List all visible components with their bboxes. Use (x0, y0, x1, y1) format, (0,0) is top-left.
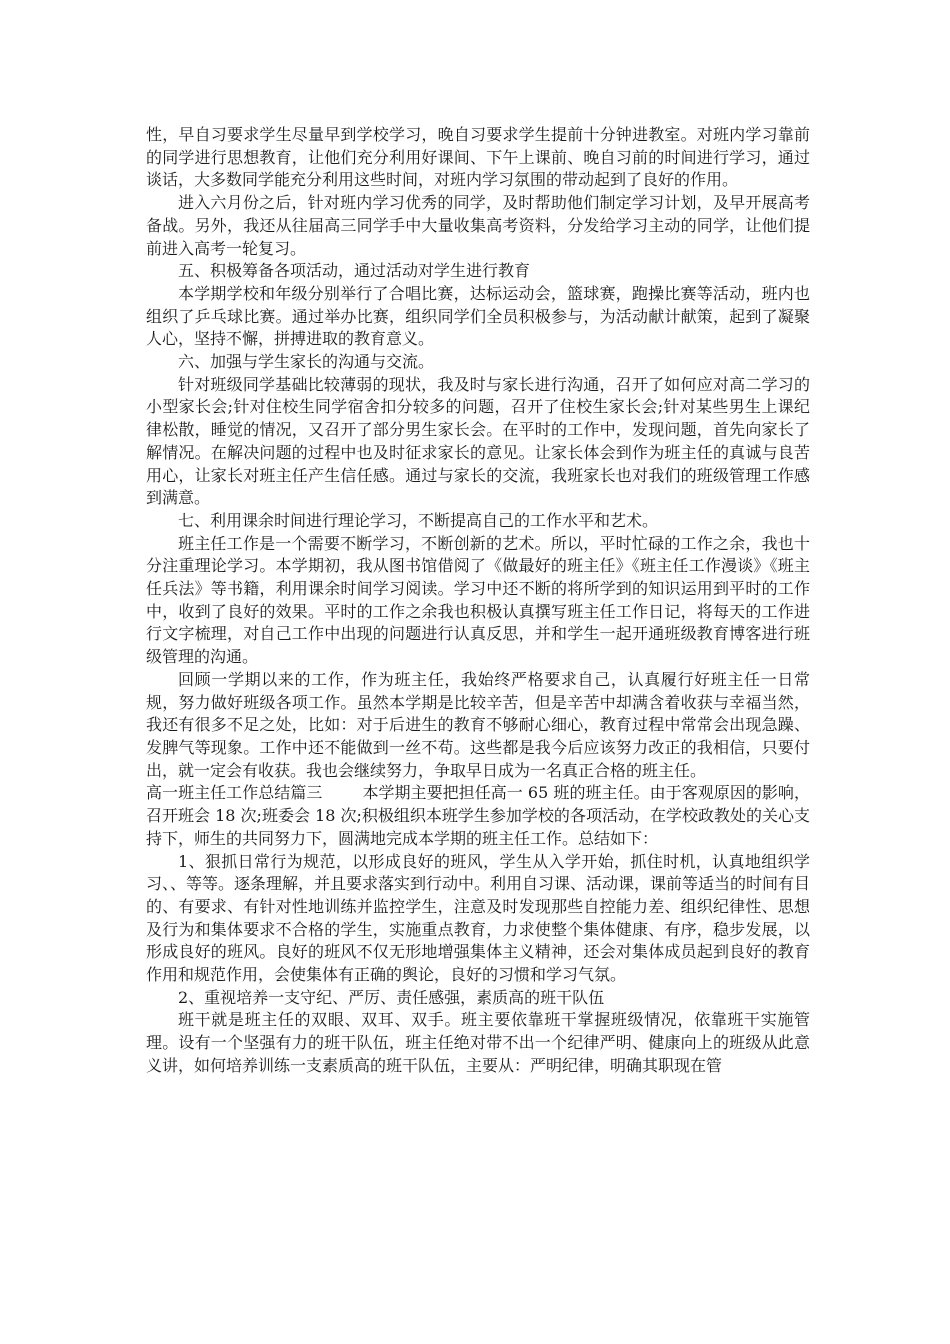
section-heading: 七、利用课余时间进行理论学习，不断提高自己的工作水平和艺术。 (178, 510, 659, 530)
section-heading: 五、积极筹备各项活动，通过活动对学生进行教育 (178, 261, 531, 281)
section-heading: 2、重视培养一支守纪、严厉、责任感强，素质高的班干队伍 (178, 987, 605, 1007)
section3-text: 本学期主要把担任高一 65 班的班主任。由于客观原因的影响，召开班会 18 次;班委会 18 次;积极组织本班学生参加学校的各项活动，在学校政教处的关心支持下，师生的共同努力下，圆满地完成本学期的班主任工作。总结如下： (146, 783, 810, 848)
section3-paragraph (146, 782, 810, 850)
document-page (146, 124, 810, 1078)
paragraph: 本学期学校和年级分别举行了合唱比赛，达标运动会，篮球赛，跑操比赛等活动，班内也组织了乒乓球比赛。通过举办比赛，组织同学们全员积极参与，为活动献计献策，起到了凝聚人心，坚持不懈，拼搏进取的教育意义。 (146, 283, 810, 349)
paragraph: 性，早自习要求学生尽量早到学校学习，晚自习要求学生提前十分钟进教室。对班内学习靠前的同学进行思想教育，让他们充分利用好课间、下午上课前、晚自习前的时间进行学习，通过谈话，大多数同学能充分利用这些时间，对班内学习氛围的带动起到了良好的作用。 (146, 125, 810, 190)
paragraph: 班主任工作是一个需要不断学习，不断创新的艺术。所以，平时忙碌的工作之余，我也十分注重理论学习。本学期初，我从图书馆借阅了《做最好的班主任》《班主任工作漫谈》《班主任兵法》等书籍，利用课余时间学习阅读。学习中还不断的将所学到的知识运用到平时的工作中，收到了良好的效果。平时的工作之余我也积极认真撰写班主任工作日记，将每天的工作进行文字梳理，对自己工作中出现的问题进行认真反思，并和学生一起开通班级教育博客进行班级管理的沟通。 (146, 533, 810, 667)
paragraph: 回顾一学期以来的工作，作为班主任，我始终严格要求自己，认真履行好班主任一日常规，努力做好班级各项工作。虽然本学期是比较辛苦，但是辛苦中却满含着收获与幸福当然，我还有很多不足之处，比如：对于后进生的教育不够耐心细心，教育过程中常常会出现急躁、发脾气等现象。工作中还不能做到一丝不苟。这些都是我今后应该努力改正的我相信，只要付出，就一定会有收获。我也会继续努力，争取早日成为一名真正合格的班主任。 (146, 669, 810, 780)
paragraph: 1、狠抓日常行为规范，以形成良好的班风，学生从入学开始，抓住时机，认真地组织学习、、等等。逐条理解，并且要求落实到行动中。利用自习课、活动课，课前等适当的时间有目的、有要求、有针对性地训练并监控学生，注意及时发现那些自控能力差、组织纪律性、思想及行为和集体要求不合格的学生，实施重点教育，力求使整个集体健康、有序，稳步发展，以形成良好的班风。良好的班风不仅无形地增强集体主义精神，还会对集体成员起到良好的教育作用和规范作用，会使集体有正确的舆论，良好的习惯和学习气氛。 (146, 851, 811, 985)
section3-title: 高一班主任工作总结篇三 (146, 783, 323, 803)
paragraph: 针对班级同学基础比较薄弱的现状，我及时与家长进行沟通，召开了如何应对高二学习的小型家长会;针对住校生同学宿舍扣分较多的问题，召开了住校生家长会;针对某些男生上课纪律松散，睡觉的情况，又召开了部分男生家长会。在平时的工作中，发现问题，首先向家长了解情况。在解决问题的过程中也及时征求家长的意见。让家长体会到作为班主任的真诚与良苦用心，让家长对班主任产生信任感。通过与家长的交流，我班家长也对我们的班级管理工作感到满意。 (146, 374, 810, 508)
paragraph: 进入六月份之后，针对班内学习优秀的同学，及时帮助他们制定学习计划，及早开展高考备战。另外，我还从往届高三同学手中大量收集高考资料，分发给学习主动的同学，让他们提前进入高考一轮复习。 (146, 193, 810, 258)
paragraph: 班干就是班主任的双眼、双耳、双手。班主要依靠班干掌握班级情况，依靠班干实施管理。设有一个坚强有力的班干队伍，班主任绝对带不出一个纪律严明、健康向上的班级从此意义讲，如何培养训练一支素质高的班干队伍，主要从：严明纪律，明确其职现在管 (146, 1010, 810, 1075)
section-heading: 六、加强与学生家长的沟通与交流。 (178, 352, 435, 372)
